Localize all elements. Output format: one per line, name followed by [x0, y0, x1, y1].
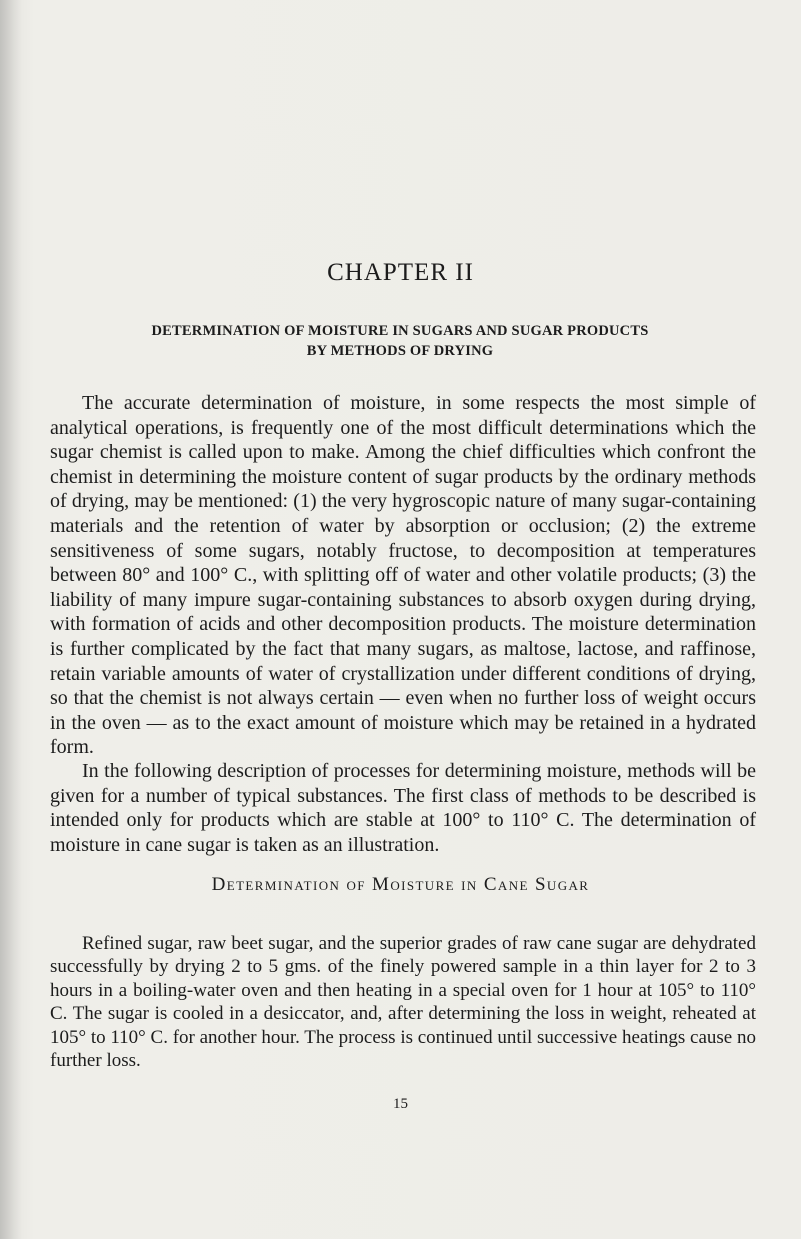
- section-heading: Determination of Moisture in Cane Sugar: [211, 874, 590, 895]
- chapter-title: [50, 321, 750, 361]
- page-number: 15: [393, 1096, 408, 1112]
- spine-shadow: [0, 0, 22, 1239]
- chapter-heading: CHAPTER II: [327, 259, 474, 286]
- chapter-title-line-2: BY METHODS OF DRYING: [306, 343, 494, 359]
- intro-paragraph: The accurate determination of moisture, in some respects the most simple of analytical operations, is frequently one of the most difficult determinations which the sugar chemist is called upon to make. Among the chief difficulties which confront the chemist in determining the moisture content of sugar products by the ordinary methods of drying, may be mentioned: (1) the very hygroscopic nature of many sugar-containing materials and the retention of water by absorption or occlusion; (2) the extreme sensitiveness of some sugars, notably fructose, to decomposition at temperatures between 80° and 100° C., with splitting off of water and other volatile products; (3) the liability of many impure sugar-containing substances to absorb oxygen during drying, with formation of acids and other decomposition products. The moisture determination is further complicated by the fact that many sugars, as maltose, lactose, and raffinose, retain variable amounts of water of crystallization under different conditions of drying, so that the chemist is not always certain — even when no further loss of weight occurs in the oven — as to the exact amount of moisture which may be retained in a hydrated form.: [50, 392, 756, 759]
- chapter-title-line-1: DETERMINATION OF MOISTURE IN SUGARS AND SUGAR PRODUCTS: [151, 323, 649, 339]
- methods-paragraph: In the following description of processes for determining moisture, methods will be given for a number of typical substances. The first class of methods to be described is intended only for products which are stable at 100° to 110° C. The determination of moisture in cane sugar is taken as an illustration.: [50, 760, 756, 856]
- section-paragraph: Refined sugar, raw beet sugar, and the superior grades of raw cane sugar are dehydrated successfully by drying 2 to 5 gms. of the finely powered sample in a thin layer for 2 to 3 hours in a boiling-water oven and then heating in a special oven for 1 hour at 105° to 110° C. The sugar is cooled in a desiccator, and, after determining the loss in weight, reheated at 105° to 110° C. for another hour. The process is continued until successive heatings cause no further loss.: [50, 933, 756, 1072]
